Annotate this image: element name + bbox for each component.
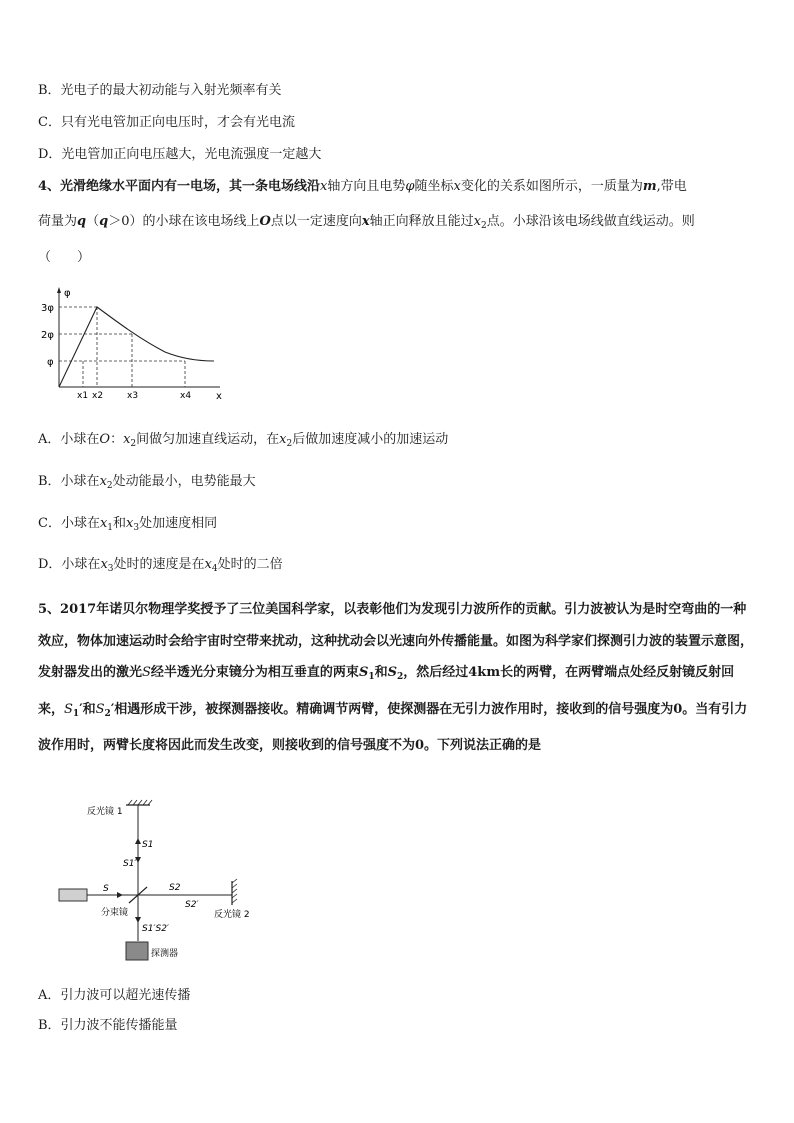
arrow-S	[117, 892, 123, 898]
q4-stem-line1: 4、光滑绝缘水平面内有一电场，其一条电场线沿x轴方向且电势φ随坐标x变化的关系如图所示，一质量为m,带电	[38, 179, 687, 194]
laser-source	[59, 889, 87, 901]
q4-option-d: D．小球在$x_3$处时的速度是在$x_4$处时的二倍	[38, 557, 283, 574]
splitter-label: 分束镜	[101, 908, 129, 918]
detector	[126, 942, 148, 960]
x-tick-x1: x1	[77, 391, 89, 401]
y-axis-label: φ	[64, 288, 71, 299]
y-axis-arrow	[57, 287, 61, 293]
mirror1-label: 反光镜 1	[87, 807, 123, 817]
arrow-S1pS2p	[135, 917, 141, 923]
label-S1p: S1′	[123, 859, 137, 869]
y-tick-phi: φ	[47, 357, 54, 368]
q5-stem: 5、2017年诺贝尔物理学奖授予了三位美国科学家，以表彰他们为发现引力波所作的贡献。引力波被认为是时空弯曲的一种效应，物体加速运动时会给宇宙时空带来扰动，这种扰动会以光速向外传播能量。如图为科学家们探测引力波的装置示意图，发射器发出的激光S经半透光分束镜分为相互垂直的两束$S_1$和$S_2$，然后经过4km长的两臂，在两臂端点处经反射镜反射回来，$S_1'$和$S_2'$相遇形成干涉，被探测器接收。精确调节两臂，使探测器在无引力波作用时，接收到的信号强度为0。当有引力波作用时，两臂长度将因此而发生改变，则接收到的信号强度不为0。下列说法正确的是	[38, 602, 754, 753]
arrow-S1	[135, 838, 141, 844]
q4-answer-paren: （ ）	[38, 250, 91, 265]
mirror2-label: 反光镜 2	[214, 910, 250, 920]
q4-option-a: A．小球在O：$x_2$间做匀加速直线运动，在$x_2$后做加速度减小的加速运动	[38, 432, 449, 449]
q3-option-d: D．光电管加正向电压越大，光电流强度一定越大	[38, 147, 322, 162]
label-S1pS2p: S1′S2′	[142, 924, 169, 934]
q5-interferometer-diagram	[55, 795, 275, 967]
q5-option-b: B．引力波不能传播能量	[38, 1018, 178, 1033]
q5-option-a: A．引力波可以超光速传播	[38, 988, 191, 1003]
mirror1-hatch	[128, 800, 152, 805]
detector-label: 探测器	[151, 949, 179, 959]
potential-curve	[59, 307, 214, 387]
label-S2: S2	[169, 883, 181, 893]
x-tick-x2: x2	[92, 391, 104, 401]
q4-stem-line2: 荷量为q（q＞0）的小球在该电场线上O点以一定速度向x轴正向释放且能过$x_2$点。小球沿该电场线做直线运动。则	[38, 214, 695, 231]
x-tick-x4: x4	[180, 391, 192, 401]
x-axis-label: x	[216, 391, 222, 402]
q3-option-c: C．只有光电管加正向电压时，才会有光电流	[38, 115, 295, 130]
label-S: S	[103, 884, 109, 894]
q4-option-c: C．小球在$x_1$和$x_3$处加速度相同	[38, 516, 218, 533]
q4-potential-graph	[40, 284, 230, 402]
q4-option-b: B．小球在$x_2$处动能最小，电势能最大	[38, 474, 256, 491]
q3-option-b: B．光电子的最大初动能与入射光频率有关	[38, 83, 282, 98]
mirror2-hatch	[232, 879, 237, 903]
label-S2p: S2′	[185, 900, 199, 910]
label-S1: S1	[142, 840, 154, 850]
y-tick-2phi: 2φ	[41, 330, 54, 341]
x-tick-x3: x3	[127, 391, 139, 401]
y-tick-3phi: 3φ	[41, 303, 54, 314]
